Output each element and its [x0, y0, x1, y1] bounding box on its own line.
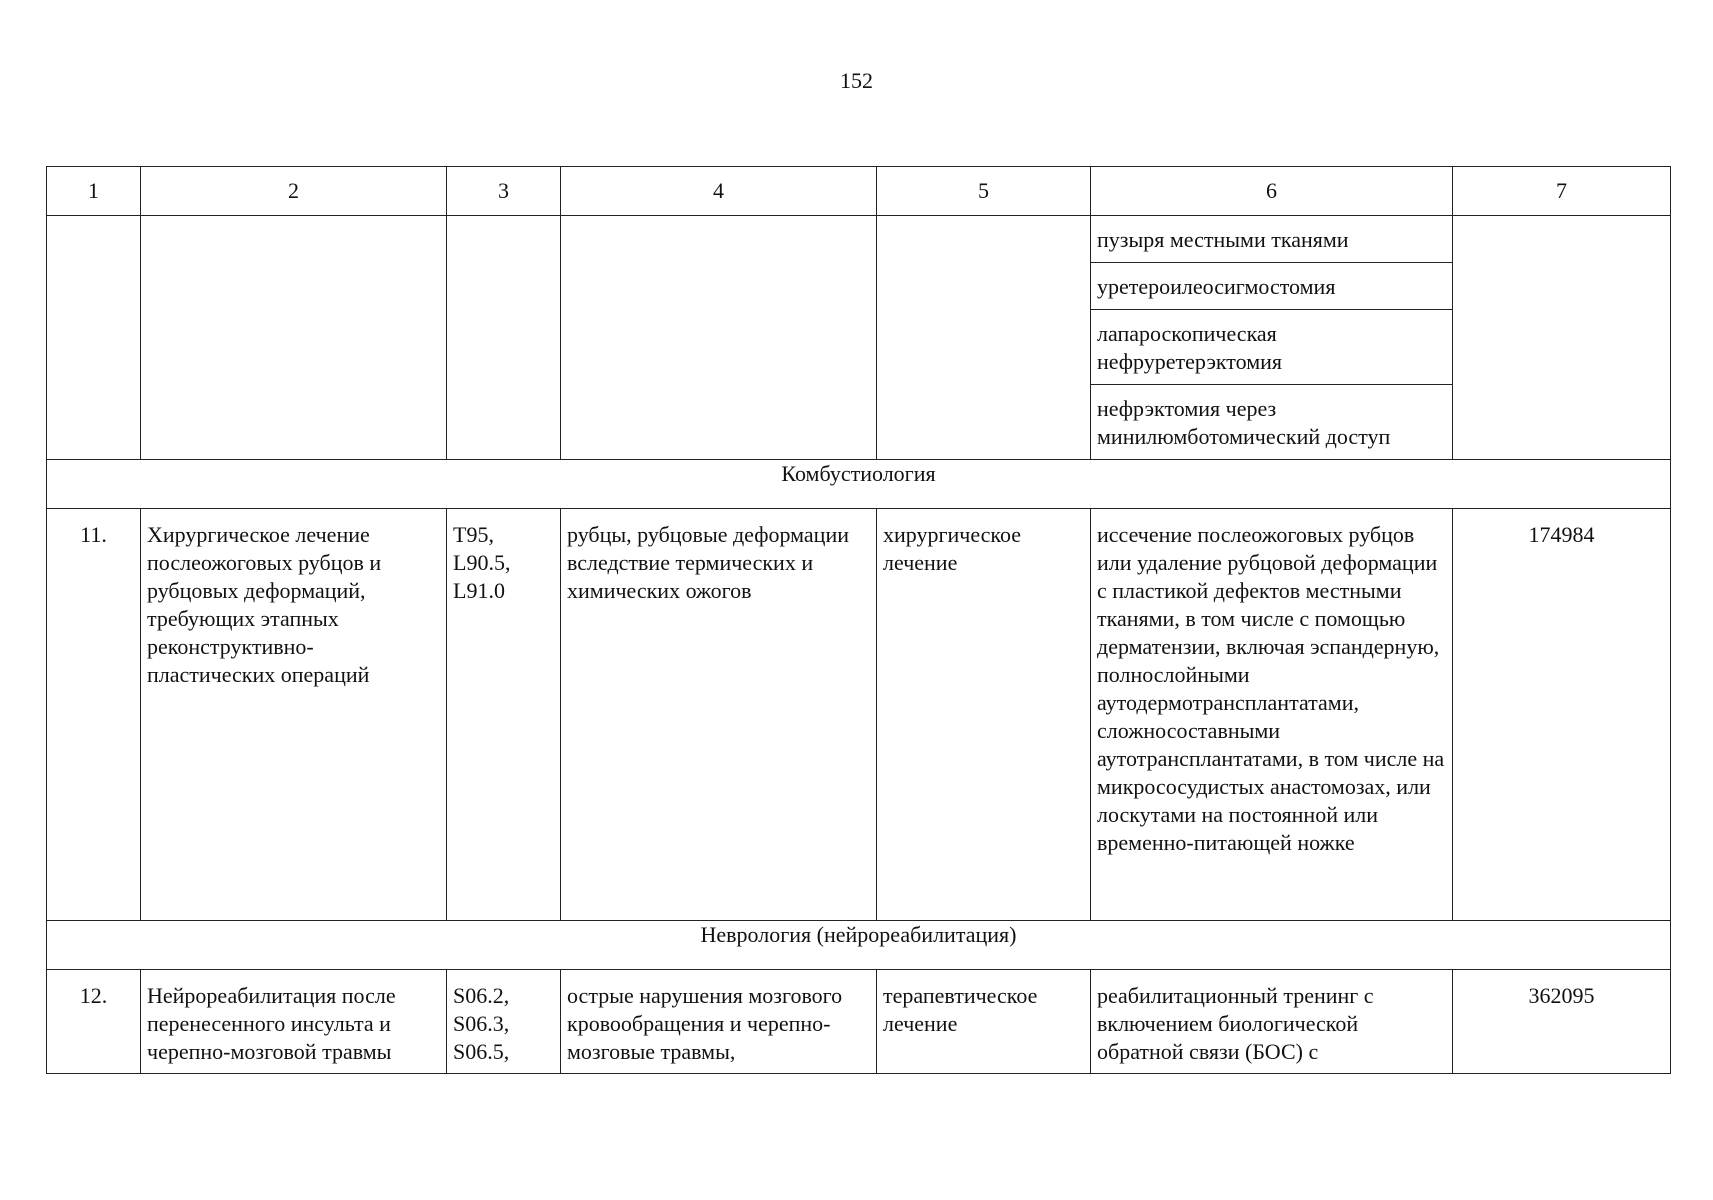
- treatment-type: терапевтическое лечение: [877, 970, 1091, 1074]
- treatment-type: хирургическое лечение: [877, 509, 1091, 921]
- column-header-6: 6: [1091, 167, 1453, 216]
- page-number: 152: [840, 68, 873, 93]
- cont-cell-7: [1453, 216, 1671, 460]
- cont-cell-6: [1091, 216, 1453, 460]
- care-type-name: Хирургическое лечение послеожоговых рубцов и рубцовых деформаций, требующих этапных реконструктивно-пластических операций: [141, 509, 447, 921]
- cont-cell-4: [561, 216, 877, 460]
- column-header-1: 1: [47, 167, 141, 216]
- cost-value: 362095: [1453, 970, 1671, 1074]
- cost-value: 174984: [1453, 509, 1671, 921]
- patient-model: острые нарушения мозгового кровообращения и черепно-мозговые травмы,: [561, 970, 877, 1074]
- icd-codes: T95, L90.5, L91.0: [447, 509, 561, 921]
- patient-model: рубцы, рубцовые деформации вследствие термических и химических ожогов: [561, 509, 877, 921]
- method-item: нефрэктомия через минилюмботомический доступ: [1097, 396, 1391, 449]
- section-header-row: [47, 921, 1671, 970]
- continuation-row: [47, 216, 1671, 460]
- cont-cell-2: [141, 216, 447, 460]
- section-header-row: [47, 460, 1671, 509]
- section-title: Комбустиология: [47, 460, 1671, 509]
- column-header-5: 5: [877, 167, 1091, 216]
- method-item: уретероилеосигмостомия: [1091, 263, 1452, 310]
- care-type-name: Нейрореабилитация после перенесенного инсульта и черепно-мозговой травмы: [141, 970, 447, 1074]
- medical-care-table: [46, 166, 1671, 1074]
- cont-cell-1: [47, 216, 141, 460]
- table-row: [47, 970, 1671, 1074]
- treatment-method: реабилитационный тренинг с включением биологической обратной связи (БОС) с: [1091, 970, 1453, 1074]
- icd-codes: S06.2, S06.3, S06.5,: [447, 970, 561, 1074]
- row-number: 12.: [47, 970, 141, 1074]
- column-header-4: 4: [561, 167, 877, 216]
- cont-cell-5: [877, 216, 1091, 460]
- column-number-row: [47, 167, 1671, 216]
- section-title: Неврология (нейрореабилитация): [47, 921, 1671, 970]
- method-item: лапароскопическая нефруретерэктомия: [1091, 310, 1452, 385]
- column-header-3: 3: [447, 167, 561, 216]
- column-header-7: 7: [1453, 167, 1671, 216]
- column-header-2: 2: [141, 167, 447, 216]
- table-row: [47, 509, 1671, 921]
- row-number: 11.: [47, 509, 141, 921]
- method-item: пузыря местными тканями: [1091, 216, 1452, 263]
- cont-cell-3: [447, 216, 561, 460]
- treatment-method: иссечение послеожоговых рубцов или удаление рубцовой деформации с пластикой дефектов местными тканями, в том числе с помощью дерматензии, включая эспандерную, полнослойными аутодермотрансплантатами, сложносоставными аутотрансплантатами, в том числе на микрососудистых анастомозах, или лоскутами на постоянной или временно-питающей ножке: [1091, 509, 1453, 921]
